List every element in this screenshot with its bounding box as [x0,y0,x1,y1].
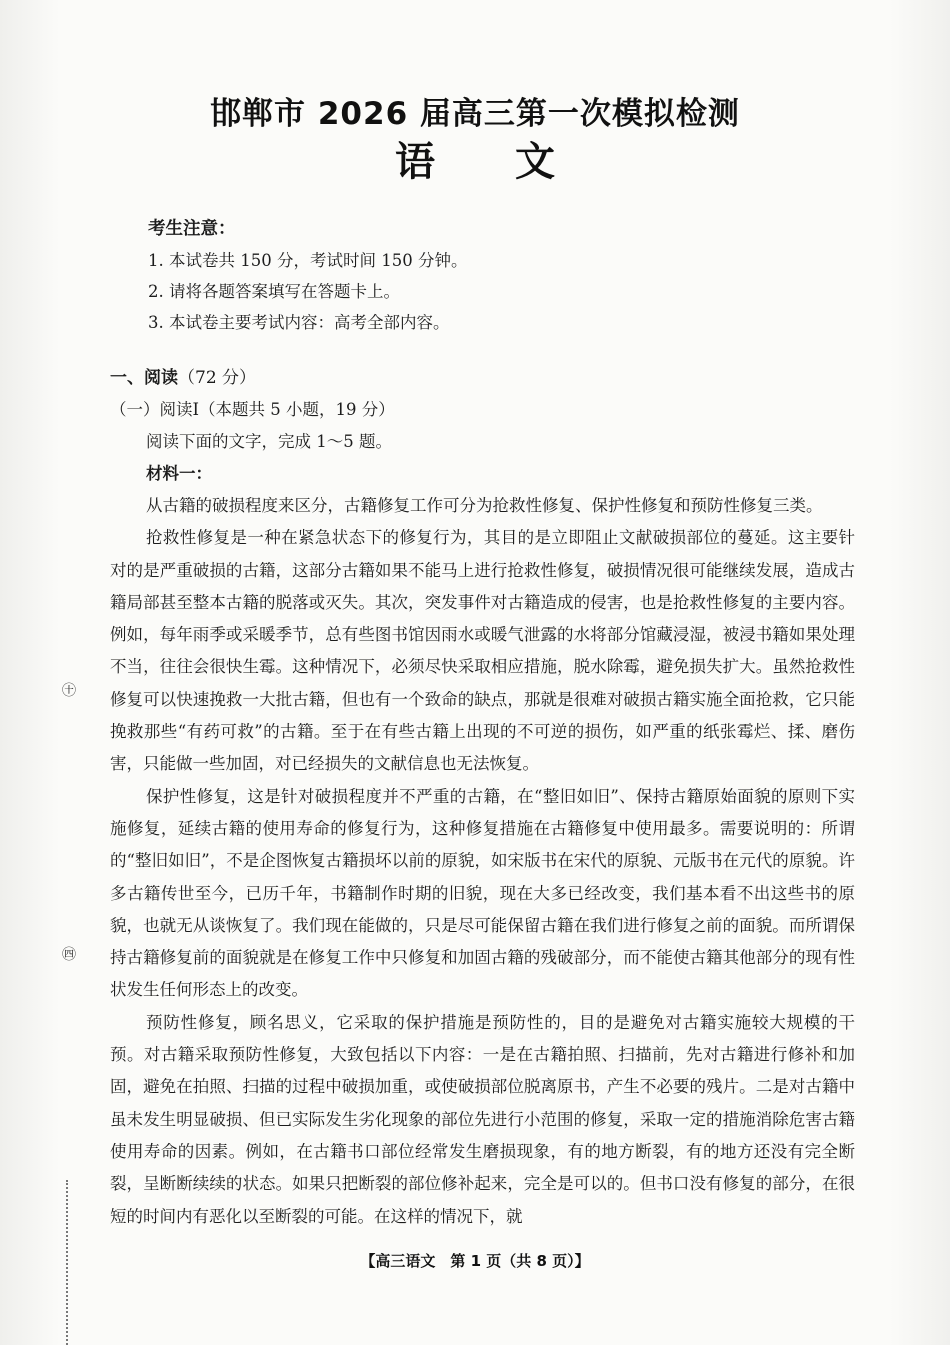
paragraph: 保护性修复，这是针对破损程度并不严重的古籍，在“整旧如旧”、保持古籍原始面貌的原则下实施修复，延续古籍的使用寿命的修复行为，这种修复措施在古籍修复中使用最多。需要说明的：所谓的“整旧如旧”，不是企图恢复古籍损坏以前的原貌，如宋版书在宋代的原貌、元版书在元代的原貌。许多古籍传世至今，已历千年，书籍制作时期的旧貌，现在大多已经改变，我们基本看不出这些书的原貌，也就无从谈恢复了。我们现在能做的，只是尽可能保留古籍在我们进行修复之前的面貌。而所谓保持古籍修复前的面貌就是在修复工作中只修复和加固古籍的残破部分，而不能使古籍其他部分的现有性状发生任何形态上的改变。 [110,786,855,1000]
subject-title [0,130,950,187]
reading-section [110,362,855,1233]
notice-item: 3. 本试卷主要考试内容：高考全部内容。 [148,313,450,332]
notice-item: 2. 请将各题答案填写在答题卡上。 [148,282,400,301]
binding-hole-mark: ㊉ [62,683,76,699]
candidate-notice [148,214,467,338]
exam-title: 邯郸市 2026 届高三第一次模拟检测 [210,96,740,132]
page-footer: 【高三语文 第 1 页（共 8 页）】 [360,1252,590,1270]
binding-hole-mark: ㊃ [62,947,76,963]
paragraph: 抢救性修复是一种在紧急状态下的修复行为，其目的是立即阻止文献破损部位的蔓延。这主要针对的是严重破损的古籍，这部分古籍如果不能马上进行抢救性修复，破损情况很可能继续发展，造成古籍局部甚至整本古籍的脱落或灭失。其次，突发事件对古籍造成的侵害，也是抢救性修复的主要内容。例如，每年雨季或采暖季节，总有些图书馆因雨水或暖气泄露的水将部分馆藏浸湿，被浸书籍如果处理不当，往往会很快生霉。这种情况下，必须尽快采取相应措施，脱水除霉，避免损失扩大。虽然抢救性修复可以快速挽救一大批古籍，但也有一个致命的缺点，那就是很难对破损古籍实施全面抢救，它只能挽救那些“有药可救”的古籍。至于在有些古籍上出现的不可逆的损伤，如严重的纸张霉烂、揉、磨伤害，只能做一些加固，对已经损失的文献信息也无法恢复。 [110,528,855,774]
section-points: （72 分） [178,368,257,388]
material-label: 材料一： [146,464,212,483]
paragraph: 预防性修复，顾名思义，它采取的保护措施是预防性的，目的是避免对古籍实施较大规模的干预。对古籍采取预防性修复，大致包括以下内容：一是在古籍拍照、扫描前，先对古籍进行修补和加固，避免在拍照、扫描的过程中破损加重，或使破损部位脱离原书，产生不必要的残片。二是对古籍中虽未发生明显破损、但已实际发生劣化现象的部位先进行小范围的修复，采取一定的措施消除危害古籍使用寿命的因素。例如，在古籍书口部位经常发生磨损现象，有的地方断裂，有的地方还没有完全断裂，呈断断续续的状态。如果只把断裂的部位修补起来，完全是可以的。但书口没有修复的部分，在很短的时间内有恶化以至断裂的可能。在这样的情况下，就 [110,1012,855,1226]
notice-item: 1. 本试卷共 150 分，考试时间 150 分钟。 [148,251,468,270]
section-heading [110,362,855,394]
reading-instruction: 阅读下面的文字，完成 1～5 题。 [146,432,392,451]
subject-char: 文 [515,139,555,185]
paragraph: 从古籍的破损程度来区分，古籍修复工作可分为抢救性修复、保护性修复和预防性修复三类。 [146,496,823,515]
section-heading-text: 一、阅读 [110,368,178,388]
subject-char: 语 [395,139,435,185]
notice-heading: 考生注意： [148,219,236,239]
subsection-heading: （一）阅读Ⅰ（本题共 5 小题，19 分） [110,400,395,419]
